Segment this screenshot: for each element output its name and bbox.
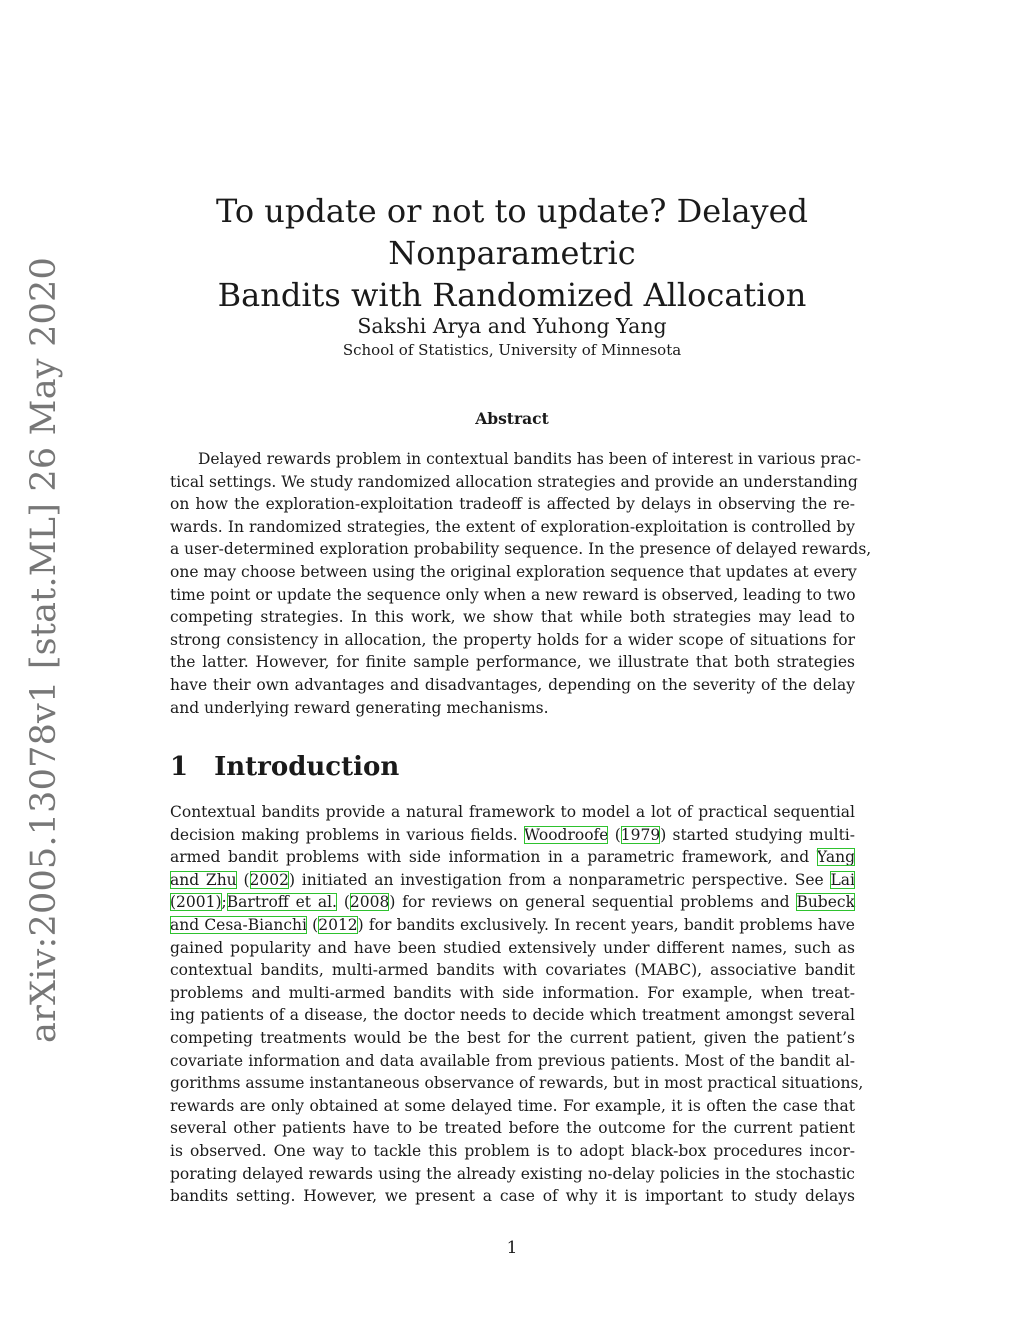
abstract-line: strong consistency in allocation, the property holds for a wider scope of situations for	[170, 630, 855, 649]
page-number: 1	[506, 1238, 518, 1258]
abstract-line: on how the exploration-exploitation tradeoff is affected by delays in observing the re-	[170, 495, 855, 514]
intro-line: gorithms assume instantaneous observance of rewards, but in most practical situations,	[170, 1074, 864, 1093]
abstract-heading: Abstract	[475, 409, 549, 428]
intro-line: rewards are only obtained at some delayed time. For example, it is often the case that	[170, 1096, 855, 1115]
intro-text: started studying multi-	[672, 825, 856, 844]
section-title: Introduction	[214, 752, 400, 782]
citation-link-bartroff[interactable]: Bartroff et al.	[226, 893, 337, 912]
citation-link-lai[interactable]: Lai	[830, 870, 855, 889]
intro-line: bandits setting. However, we present a case of why it is important to study delays	[170, 1187, 855, 1206]
section-number: 1	[170, 752, 189, 782]
abstract-line: one may choose between using the original exploration sequence that updates at every	[170, 562, 857, 581]
abstract-line: have their own advantages and disadvantages, depending on the severity of the delay	[170, 675, 855, 694]
paper-title-line-1: To update or not to update? Delayed Nonparametric	[215, 192, 809, 272]
citation-link-yang[interactable]: Yang	[816, 848, 855, 867]
abstract-line: the latter. However, for finite sample performance, we illustrate that both strategies	[170, 653, 855, 672]
citation-link-yang-zhu-year[interactable]: 2002	[249, 870, 289, 889]
section-heading-introduction	[170, 752, 399, 782]
intro-line: is observed. One way to tackle this problem is to adopt black-box procedures incor-	[170, 1141, 855, 1160]
abstract-line: wards. In randomized strategies, the extent of exploration-exploitation is controlled by	[170, 517, 855, 536]
intro-text: ;	[221, 893, 227, 912]
intro-line: problems and multi-armed bandits with side information. For example, when treat-	[170, 983, 855, 1002]
abstract-line: competing strategies. In this work, we show that while both strategies may lead to	[170, 608, 855, 627]
intro-line: several other patients have to be treated before the outcome for the current patient	[170, 1119, 855, 1138]
citation-link-yang-zhu[interactable]: and Zhu	[170, 870, 237, 889]
paper-title-line-2: Bandits with Randomized Allocation	[217, 276, 807, 314]
citation-link-bubeck-year[interactable]: 2012	[318, 915, 358, 934]
intro-line: ing patients of a disease, the doctor needs to decide which treatment amongst several	[170, 1006, 855, 1025]
intro-line: decision making problems in various fields. Woodroofe (1979) started studying multi-	[170, 825, 856, 844]
citation-link-lai-year[interactable]: (2001)	[170, 893, 222, 912]
intro-line: (2001);Bartroff et al. (2008) for reviews on general sequential problems and Bubeck	[170, 893, 855, 912]
intro-line: competing treatments would be the best for the current patient, given the patient’s	[170, 1028, 855, 1047]
intro-line: and Cesa-Bianchi (2012) for bandits exclusively. In recent years, bandit problems have	[170, 915, 855, 934]
intro-text: armed bandit problems with side information in a parametric framework, and	[170, 848, 810, 867]
abstract-line: and underlying reward generating mechanisms.	[170, 698, 549, 717]
intro-text: initiated an investigation from a nonparametric perspective. See	[301, 870, 824, 889]
citation-link-woodroofe[interactable]: Woodroofe	[523, 825, 609, 844]
intro-line: gained popularity and have been studied extensively under different names, such as	[170, 938, 855, 957]
intro-text: for bandits exclusively. In recent years, bandit problems have	[368, 915, 855, 934]
abstract-body	[170, 448, 872, 719]
abstract-line: a user-determined exploration probability sequence. In the presence of delayed rewards,	[170, 540, 872, 559]
citation-link-bartroff-year[interactable]: 2008	[349, 893, 390, 912]
intro-line: and Zhu (2002) initiated an investigation from a nonparametric perspective. See Lai	[170, 870, 855, 889]
intro-line: covariate information and data available from previous patients. Most of the bandit al-	[170, 1051, 855, 1070]
abstract-line: Delayed rewards problem in contextual bandits has been of interest in various prac-	[198, 450, 861, 468]
intro-line: Contextual bandits provide a natural framework to model a lot of practical sequential	[170, 803, 855, 821]
abstract-line: tical settings. We study randomized allocation strategies and provide an understanding	[170, 472, 858, 491]
citation-link-woodroofe-year[interactable]: 1979	[620, 825, 661, 844]
authors: Sakshi Arya and Yuhong Yang	[357, 314, 667, 338]
arxiv-side-stamp	[24, 257, 65, 1043]
intro-text: for reviews on general sequential problems and	[402, 893, 790, 912]
arxiv-identifier: arXiv:2005.13078v1 [stat.ML] 26 May 2020	[24, 257, 65, 1043]
citation-link-bubeck-cesa-bianchi[interactable]: and Cesa-Bianchi	[170, 915, 307, 934]
affiliation: School of Statistics, University of Minnesota	[342, 341, 682, 359]
introduction-body	[170, 801, 864, 1208]
intro-line: contextual bandits, multi-armed bandits with covariates (MABC), associative bandit	[170, 961, 855, 980]
citation-link-bubeck[interactable]: Bubeck	[796, 893, 855, 912]
intro-line	[170, 846, 855, 869]
intro-line: porating delayed rewards using the already existing no-delay policies in the stochastic	[170, 1164, 855, 1183]
paper-title	[100, 190, 924, 316]
intro-text: decision making problems in various fields.	[170, 825, 518, 844]
abstract-line: time point or update the sequence only when a new reward is observed, leading to two	[170, 585, 856, 604]
